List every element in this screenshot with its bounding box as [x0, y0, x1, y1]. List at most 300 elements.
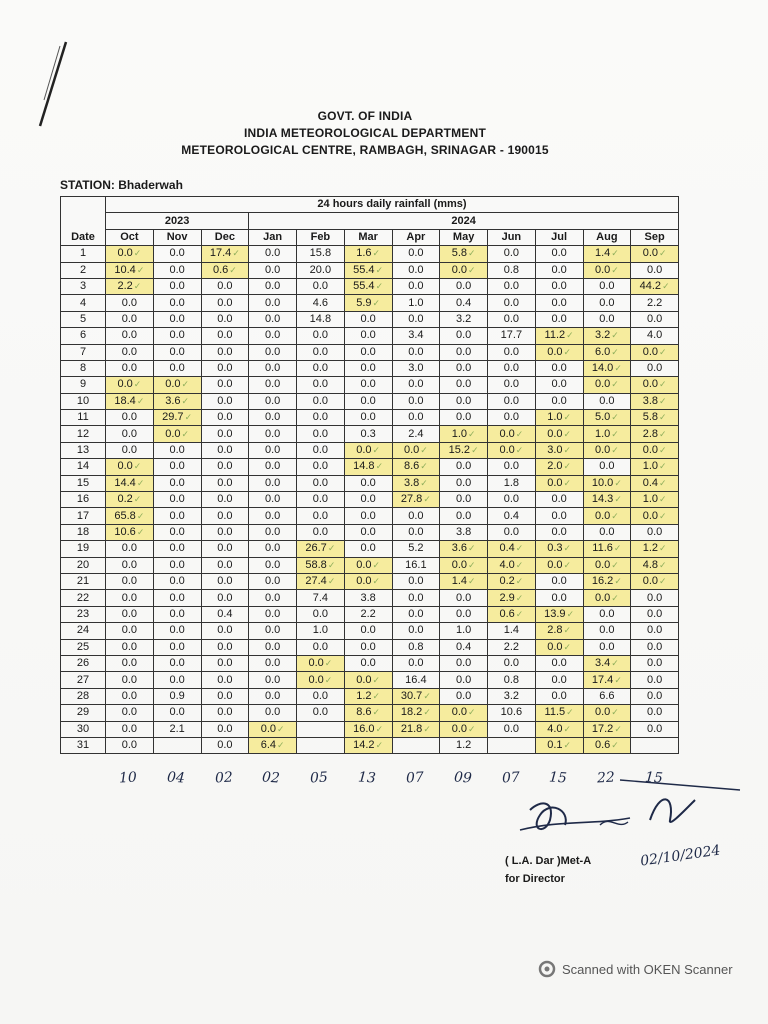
rainfall-table [60, 196, 679, 754]
rainfall-value: 44.2 [639, 280, 662, 293]
date-cell [61, 557, 106, 573]
rainfall-value: 0.0 [408, 509, 424, 522]
rainfall-value: 0.2 [117, 493, 133, 506]
rainfall-value: 0.0 [121, 739, 138, 752]
rainfall-value: 0.0 [408, 624, 424, 637]
check-mark-icon: ✓ [232, 248, 240, 259]
month-header-may: May [440, 229, 488, 245]
rainfall-cell [297, 492, 345, 508]
rainfall-value: 0.0 [455, 493, 472, 506]
rainfall-cell [297, 573, 345, 589]
rainfall-cell [153, 278, 201, 294]
rainfall-cell [488, 475, 536, 491]
rainfall-cell [297, 721, 345, 737]
rainfall-cell [583, 524, 631, 540]
check-mark-icon: ✓ [614, 477, 622, 488]
rainfall-cell [249, 623, 297, 639]
check-mark-icon: ✓ [659, 395, 667, 406]
rainfall-value: 0.0 [408, 263, 424, 276]
rainfall-value: 0.0 [312, 444, 329, 457]
check-mark-icon: ✓ [659, 461, 667, 472]
date-cell [61, 508, 106, 524]
rainfall-value: 0.0 [121, 640, 138, 653]
rainfall-value: 0.0 [646, 689, 663, 702]
rainfall-cell [106, 344, 154, 360]
rainfall-cell [488, 295, 536, 311]
rainfall-value: 17.7 [500, 329, 523, 342]
check-mark-icon: ✓ [136, 395, 145, 406]
check-mark-icon: ✓ [611, 707, 619, 718]
rainfall-cell [583, 410, 631, 426]
rainfall-cell [153, 508, 201, 524]
check-mark-icon: ✓ [515, 608, 524, 619]
rainfall-cell [583, 328, 631, 344]
rainfall-cell [392, 541, 440, 557]
rainfall-value: 0.0 [451, 706, 467, 719]
handwritten-count: 10 [118, 769, 138, 787]
rainfall-cell [392, 672, 440, 688]
rainfall-value: 65.8 [114, 509, 136, 522]
check-mark-icon: ✓ [181, 428, 190, 439]
rainfall-value: 0.0 [356, 558, 372, 571]
rainfall-value: 10.4 [114, 263, 136, 276]
rainfall-value: 0.0 [547, 345, 563, 358]
rainfall-value: 0.0 [547, 427, 563, 440]
rainfall-value: 0.0 [360, 493, 376, 506]
rainfall-value: 0.0 [455, 329, 472, 342]
rainfall-value: 3.8 [642, 394, 658, 407]
check-mark-icon: ✓ [614, 674, 622, 685]
rainfall-cell [297, 393, 345, 409]
rainfall-cell [249, 377, 297, 393]
date-value: 4 [79, 296, 87, 309]
rainfall-cell [488, 311, 536, 327]
rainfall-cell [535, 442, 583, 458]
rainfall-value: 0.0 [455, 411, 472, 424]
rainfall-value: 0.2 [499, 575, 515, 588]
date-column-header: Date [61, 197, 106, 246]
rainfall-cell [631, 344, 679, 360]
rainfall-cell [440, 377, 488, 393]
rainfall-value: 0.4 [499, 542, 515, 555]
rainfall-cell [153, 360, 201, 376]
header-row-title [61, 197, 679, 213]
rainfall-cell [583, 688, 631, 704]
rainfall-cell [583, 508, 631, 524]
rainfall-cell [344, 410, 392, 426]
rainfall-value: 0.0 [264, 394, 281, 407]
rainfall-cell [583, 672, 631, 688]
rainfall-value: 0.0 [217, 575, 233, 588]
check-mark-icon: ✓ [277, 723, 285, 734]
rainfall-cell [440, 541, 488, 557]
rainfall-value: 0.0 [308, 657, 324, 670]
rainfall-value: 0.0 [642, 575, 658, 588]
rainfall-value: 0.0 [217, 476, 233, 489]
rainfall-cell [631, 442, 679, 458]
table-row [61, 426, 679, 442]
rainfall-cell [440, 590, 488, 606]
rainfall-cell [488, 393, 536, 409]
rainfall-cell [153, 672, 201, 688]
check-mark-icon: ✓ [659, 477, 667, 488]
rainfall-value: 0.0 [217, 427, 233, 440]
date-cell [61, 246, 106, 262]
rainfall-value: 26.7 [305, 542, 327, 555]
rainfall-cell [153, 606, 201, 622]
table-row [61, 344, 679, 360]
rainfall-value: 0.0 [169, 706, 185, 719]
rainfall-cell [297, 410, 345, 426]
rainfall-value: 1.4 [503, 624, 520, 637]
rainfall-cell [488, 524, 536, 540]
rainfall-cell [440, 262, 488, 278]
header-line-centre: METEOROLOGICAL CENTRE, RAMBAGH, SRINAGAR - 190015 [181, 143, 549, 157]
rainfall-value: 0.0 [264, 345, 281, 358]
rainfall-cell [153, 442, 201, 458]
rainfall-cell [344, 606, 392, 622]
check-mark-icon: ✓ [611, 559, 619, 570]
date-cell [61, 344, 106, 360]
rainfall-value: 0.0 [264, 280, 281, 293]
rainfall-value: 0.0 [455, 345, 472, 358]
rainfall-cell [631, 328, 679, 344]
rainfall-value: 0.0 [503, 394, 520, 407]
rainfall-value: 0.0 [599, 640, 615, 653]
rainfall-cell [392, 721, 440, 737]
rainfall-cell [440, 639, 488, 655]
rainfall-cell [344, 557, 392, 573]
scanner-watermark [538, 960, 733, 978]
rainfall-cell [535, 410, 583, 426]
check-mark-icon: ✓ [372, 707, 381, 718]
rainfall-cell [631, 688, 679, 704]
rainfall-cell [535, 737, 583, 753]
rainfall-cell [488, 344, 536, 360]
rainfall-value: 0.0 [503, 526, 520, 538]
rainfall-value: 0.0 [455, 689, 472, 702]
rainfall-cell [583, 639, 631, 655]
header-line-govt: GOVT. OF INDIA [317, 109, 413, 123]
check-mark-icon: ✓ [468, 264, 476, 275]
rainfall-cell [488, 541, 536, 557]
rainfall-value: 0.0 [503, 280, 520, 293]
rainfall-cell [440, 410, 488, 426]
rainfall-cell [488, 426, 536, 442]
date-cell [61, 295, 106, 311]
rainfall-cell [440, 295, 488, 311]
rainfall-value: 11.5 [544, 706, 566, 719]
rainfall-cell [249, 442, 297, 458]
rainfall-value: 0.0 [499, 444, 515, 457]
rainfall-cell [344, 295, 392, 311]
rainfall-cell [488, 508, 536, 524]
date-value: 27 [76, 673, 90, 686]
rainfall-value: 0.4 [455, 640, 472, 653]
handwritten-count: 05 [309, 769, 329, 787]
check-mark-icon: ✓ [468, 559, 476, 570]
rainfall-cell [488, 262, 536, 278]
rainfall-cell [201, 311, 249, 327]
year-header-2024: 2024 [249, 213, 679, 229]
rainfall-value: 0.0 [408, 607, 424, 620]
rainfall-value: 0.0 [360, 476, 376, 489]
rainfall-cell [488, 655, 536, 671]
rainfall-value: 0.0 [264, 362, 281, 375]
rainfall-value: 58.8 [305, 558, 327, 571]
rainfall-value: 0.0 [121, 542, 138, 555]
rainfall-value: 0.0 [117, 247, 133, 260]
header-line-imd: INDIA METEOROLOGICAL DEPARTMENT [244, 126, 486, 140]
rainfall-cell [153, 688, 201, 704]
rainfall-cell [153, 705, 201, 721]
rainfall-cell [488, 442, 536, 458]
check-mark-icon: ✓ [659, 510, 667, 521]
rainfall-cell [344, 541, 392, 557]
rainfall-value: 0.0 [169, 575, 185, 588]
rainfall-value: 0.0 [264, 640, 281, 653]
rainfall-cell [153, 655, 201, 671]
rainfall-value: 2.4 [408, 427, 424, 440]
check-mark-icon: ✓ [136, 510, 145, 521]
rainfall-cell [488, 705, 536, 721]
rainfall-cell [392, 492, 440, 508]
date-value: 22 [76, 591, 90, 604]
rainfall-cell [249, 737, 297, 753]
rainfall-value: 0.0 [264, 296, 281, 309]
rainfall-value: 0.0 [169, 526, 185, 538]
check-mark-icon: ✓ [133, 461, 142, 472]
check-mark-icon: ✓ [611, 592, 619, 603]
table-row [61, 655, 679, 671]
rainfall-cell [344, 524, 392, 540]
rainfall-cell [535, 623, 583, 639]
rainfall-value: 0.0 [551, 657, 567, 670]
rainfall-cell [583, 655, 631, 671]
rainfall-value: 0.0 [360, 657, 376, 670]
rainfall-cell [631, 311, 679, 327]
rainfall-value: 0.0 [217, 460, 233, 473]
rainfall-cell [249, 328, 297, 344]
date-value: 23 [76, 607, 90, 620]
check-mark-icon: ✓ [372, 297, 381, 308]
rainfall-cell [583, 393, 631, 409]
rainfall-cell [535, 393, 583, 409]
rainfall-value: 0.0 [408, 280, 424, 293]
handwritten-count: 07 [405, 769, 425, 787]
table-row [61, 623, 679, 639]
rainfall-value: 5.8 [451, 247, 467, 260]
rainfall-cell [297, 311, 345, 327]
rainfall-cell [583, 344, 631, 360]
scanner-logo-icon [538, 960, 556, 978]
rainfall-value: 0.0 [551, 247, 567, 260]
rainfall-value: 0.0 [169, 296, 185, 309]
rainfall-value: 0.0 [169, 476, 185, 489]
rainfall-cell [631, 459, 679, 475]
check-mark-icon: ✓ [468, 543, 476, 554]
date-cell [61, 377, 106, 393]
rainfall-value: 0.0 [264, 460, 281, 473]
rainfall-value: 0.0 [264, 526, 281, 538]
rainfall-value: 0.0 [264, 706, 281, 719]
rainfall-value: 6.6 [599, 689, 615, 702]
check-mark-icon: ✓ [324, 658, 333, 669]
rainfall-cell [153, 492, 201, 508]
rainfall-value: 2.2 [503, 640, 520, 653]
month-header-oct: Oct [106, 229, 154, 245]
rainfall-value: 0.0 [551, 689, 567, 702]
check-mark-icon: ✓ [662, 281, 670, 292]
date-cell [61, 360, 106, 376]
rainfall-value: 0.0 [646, 624, 663, 637]
rainfall-value: 4.0 [499, 558, 515, 571]
table-row [61, 442, 679, 458]
month-header-apr: Apr [392, 229, 440, 245]
rainfall-cell [440, 737, 488, 753]
rainfall-cell [297, 737, 345, 753]
rainfall-cell [201, 492, 249, 508]
check-mark-icon: ✓ [133, 281, 142, 292]
handwritten-count: 22 [596, 769, 616, 787]
rainfall-value: 1.0 [642, 493, 658, 506]
rainfall-cell [583, 459, 631, 475]
rainfall-cell [392, 590, 440, 606]
rainfall-cell [392, 426, 440, 442]
rainfall-value: 0.0 [599, 394, 615, 407]
rainfall-value: 0.0 [455, 476, 472, 489]
rainfall-cell [153, 524, 201, 540]
rainfall-value: 0.0 [169, 673, 185, 686]
rainfall-value: 0.0 [646, 657, 663, 670]
rainfall-cell [201, 328, 249, 344]
rainfall-value: 17.4 [591, 673, 614, 686]
rainfall-value: 0.0 [455, 362, 472, 375]
rainfall-value: 0.0 [646, 607, 663, 620]
rainfall-value: 0.0 [264, 509, 281, 522]
rainfall-cell [535, 590, 583, 606]
rainfall-cell [631, 705, 679, 721]
rainfall-value: 0.0 [646, 706, 663, 719]
rainfall-cell [201, 344, 249, 360]
rainfall-cell [249, 508, 297, 524]
rainfall-cell [440, 459, 488, 475]
rainfall-value: 0.0 [312, 706, 329, 719]
rainfall-value: 0.0 [121, 362, 138, 375]
rainfall-cell [392, 475, 440, 491]
handwritten-count: 09 [453, 769, 473, 787]
check-mark-icon: ✓ [563, 740, 572, 751]
rainfall-value: 0.0 [217, 329, 233, 342]
rainfall-cell [249, 590, 297, 606]
rainfall-value: 0.0 [165, 427, 181, 440]
rainfall-cell [297, 655, 345, 671]
rainfall-cell [249, 393, 297, 409]
rainfall-cell [344, 672, 392, 688]
rainfall-cell [201, 688, 249, 704]
date-value: 26 [76, 657, 90, 670]
rainfall-value: 0.0 [408, 411, 424, 424]
rainfall-cell [440, 475, 488, 491]
rainfall-cell [631, 655, 679, 671]
date-value: 17 [76, 509, 90, 522]
check-mark-icon: ✓ [611, 740, 619, 751]
check-mark-icon: ✓ [611, 379, 619, 390]
document-header [150, 108, 580, 159]
rainfall-cell [249, 278, 297, 294]
rainfall-value: 0.8 [503, 263, 520, 276]
rainfall-value: 0.0 [594, 378, 611, 391]
rainfall-value: 0.0 [599, 526, 615, 538]
table-row [61, 492, 679, 508]
rainfall-value: 0.0 [646, 640, 663, 653]
rainfall-value: 0.0 [217, 706, 233, 719]
rainfall-value: 27.8 [400, 493, 423, 506]
date-cell [61, 655, 106, 671]
check-mark-icon: ✓ [611, 428, 619, 439]
rainfall-value: 4.8 [642, 558, 658, 571]
date-cell [61, 623, 106, 639]
check-mark-icon: ✓ [372, 559, 381, 570]
rainfall-value: 1.4 [594, 247, 611, 260]
rainfall-cell [631, 541, 679, 557]
check-mark-icon: ✓ [375, 264, 384, 275]
check-mark-icon: ✓ [659, 346, 667, 357]
date-cell [61, 311, 106, 327]
rainfall-value: 10.0 [591, 476, 614, 489]
date-value: 5 [79, 312, 87, 325]
rainfall-cell [153, 311, 201, 327]
rainfall-cell [106, 410, 154, 426]
table-row [61, 295, 679, 311]
rainfall-value: 0.0 [264, 542, 281, 555]
rainfall-cell [631, 246, 679, 262]
handwritten-count: 07 [501, 769, 520, 787]
rainfall-value: 0.0 [356, 673, 372, 686]
rainfall-value: 0.0 [356, 575, 372, 588]
rainfall-cell [583, 557, 631, 573]
rainfall-value: 14.4 [114, 476, 136, 489]
rainfall-value: 1.4 [451, 575, 467, 588]
rainfall-cell [249, 295, 297, 311]
rainfall-cell [631, 475, 679, 491]
rainfall-cell [392, 311, 440, 327]
rainfall-value: 4.0 [547, 722, 563, 735]
rainfall-cell [106, 295, 154, 311]
rainfall-cell [631, 623, 679, 639]
rainfall-cell [201, 508, 249, 524]
rainfall-cell [488, 377, 536, 393]
rainfall-value: 2.2 [360, 607, 376, 620]
rainfall-cell [583, 442, 631, 458]
rainfall-cell [153, 377, 201, 393]
rainfall-cell [201, 557, 249, 573]
rainfall-value: 1.0 [642, 460, 658, 473]
rainfall-cell [535, 377, 583, 393]
table-row [61, 459, 679, 475]
rainfall-value: 4.6 [312, 296, 329, 309]
rainfall-cell [440, 705, 488, 721]
rainfall-value: 0.0 [169, 444, 185, 457]
rainfall-value: 3.8 [455, 526, 472, 538]
rainfall-cell [392, 295, 440, 311]
date-cell [61, 688, 106, 704]
rainfall-value: 0.0 [165, 378, 181, 391]
check-mark-icon: ✓ [181, 395, 190, 406]
rainfall-value: 13.9 [544, 607, 566, 620]
rainfall-value: 0.0 [551, 280, 567, 293]
rainfall-value: 0.0 [117, 378, 133, 391]
